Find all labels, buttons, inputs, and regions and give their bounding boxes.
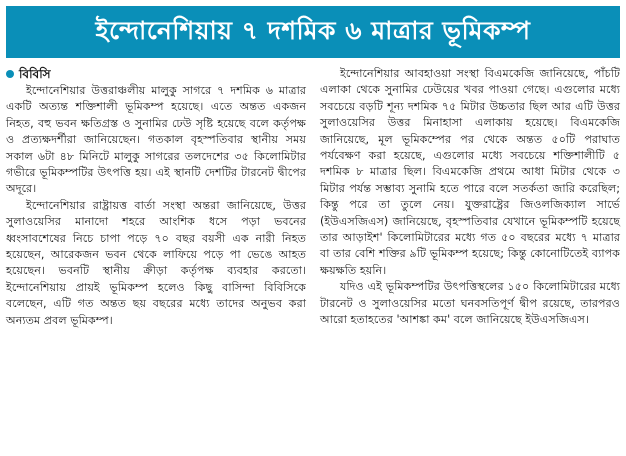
headline: ইন্দোনেশিয়ায় ৭ দশমিক ৬ মাত্রার ভূমিকম্প xyxy=(95,15,531,45)
source-label: বিবিসি xyxy=(19,67,51,81)
left-column xyxy=(6,66,306,450)
source-line xyxy=(6,66,306,82)
bullet-icon xyxy=(6,70,14,78)
paragraph-4: যদিও এই ভূমিকম্পটির উৎপত্তিস্থলের ১৫০ কিলোমিটারের মধ্যে টারনেট ও সুলাওয়েসির মতো ঘনবসতিপূর্ণ দ্বীপ রয়েছে, তারপরও আরো হতাহতের 'আশঙ্কা কম' বলে জানিয়েছে ইউএসজিএস। xyxy=(320,280,620,327)
headline-banner xyxy=(6,6,620,58)
paragraph-1: ইন্দোনেশিয়ার উত্তরাঞ্চলীয় মালুকু সাগরে ৭ দশমিক ৬ মাত্রার একটি অত্যন্ত শক্তিশালী ভূমিকম্প হয়েছে। এতে অন্তত একজন নিহত, বহু ভবন ক্ষতিগ্রস্ত ও সুনামির ঢেউ সৃষ্টি হয়েছে বলে কর্তৃপক্ষ ও প্রত্যক্ষদর্শীরা জানিয়েছেন। গতকাল বৃহস্পতিবার স্থানীয় সময় সকাল ৬টা ৪৮ মিনিটে মালুকু সাগরের তলদেশের ৩৫ কিলোমিটার গভীরে ভূমিকম্পটির উৎপত্তি হয়। এই স্থানটি দেশটির টারনেট দ্বীপের অদূরে। xyxy=(6,84,306,196)
paragraph-2: ইন্দোনেশিয়ার রাষ্ট্রায়ত্ত বার্তা সংস্থা অন্তরা জানিয়েছে, উত্তর সুলাওয়েসির মানাদো শহরে আংশিক ধসে পড়া ভবনের ধ্বংসাবশেষের নিচে চাপা পড়ে ৭০ বছর বয়সী এক নারী নিহত হয়েছেন, আরেকজন ভবন থেকে লাফিয়ে পড়ে পা ভেঙে আহত হয়েছেন। ভবনটি স্থানীয় ক্রীড়া কর্তৃপক্ষ ব্যবহার করতো। ইন্দোনেশিয়ায় প্রায়ই ভূমিকম্প হলেও কিছু বাসিন্দা বিবিসিকে বলেছেন, এটি গত অন্তত ছয় বছরের মধ্যে তাদের অনুভব করা অন্যতম প্রবল ভূমিকম্প। xyxy=(6,198,306,327)
right-column xyxy=(320,66,620,450)
paragraph-3: ইন্দোনেশিয়ার আবহাওয়া সংস্থা বিএমকেজি জানিয়েছে, পাঁচটি এলাকা থেকে সুনামির ঢেউয়ের খবর পাওয়া গেছে। এগুলোর মধ্যে সবচেয়ে বড়টি শূন্য দশমিক ৭৫ মিটার উচ্চতার ছিল আর এটি উত্তর সুলাওয়েসির উত্তর মিনাহাসা এলাকায় হয়েছে। বিএমকেজি জানিয়েছে, মূল ভূমিকম্পের পর থেকে অন্তত ৫০টি পরাঘাত পর্যবেক্ষণ করা হয়েছে, এগুলোর মধ্যে সবচেয়ে শক্তিশালীটি ৫ দশমিক ৮ মাত্রার ছিল। বিএমকেজি প্রথমে আধা মিটার থেকে ৩ মিটার পর্যন্ত সম্ভাব্য সুনামি হতে পারে বলে সতর্কতা জারি করেছিল; কিন্তু পরে তা তুলে নেয়। যুক্তরাষ্ট্রের জিওলজিক্যাল সার্ভে (ইউএসজিএস) জানিয়েছে, বৃহস্পতিবার যেখানে ভূমিকম্পটি হয়েছে তার আড়াইশ' কিলোমিটারের মধ্যে গত ৫০ বছরের মধ্যে ৭ মাত্রার বা তার বেশি শক্তির ৯টি ভূমিকম্প হয়েছে; কিন্তু কোনোটিতেই ব্যাপক ক্ষয়ক্ষতি হয়নি। xyxy=(320,67,620,277)
article-body xyxy=(6,66,620,450)
